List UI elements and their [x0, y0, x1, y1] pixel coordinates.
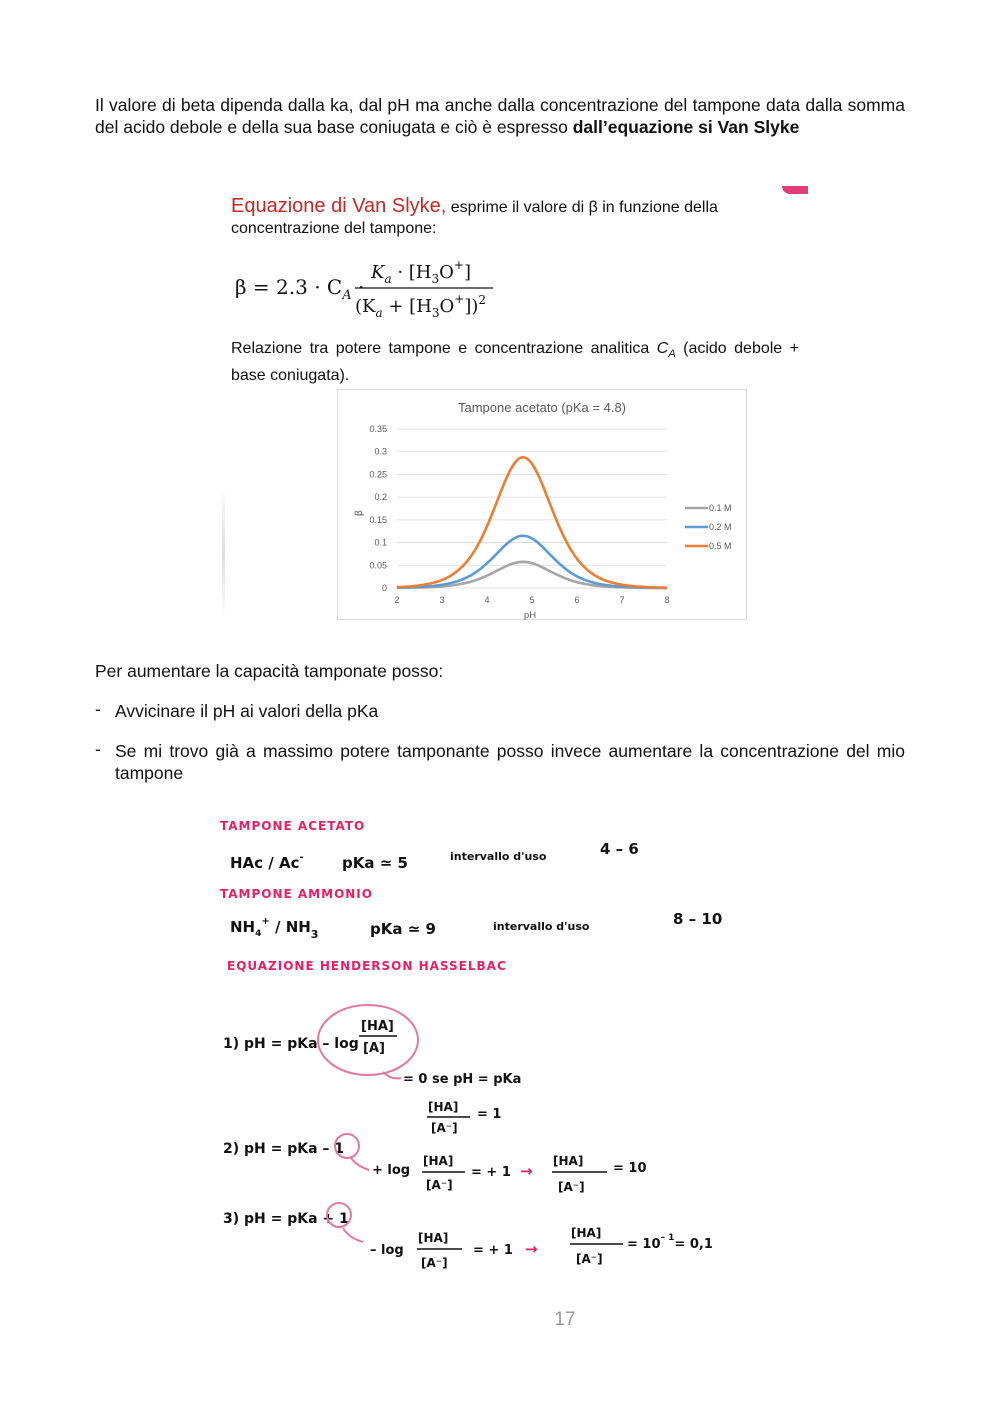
handwritten-notes [215, 808, 755, 1288]
chart-x-tick-label: 5 [529, 595, 535, 605]
chart-frame [338, 390, 747, 620]
note-eq2-eq1: = + 1 [471, 1165, 511, 1180]
note-ammonio-pair: $NH_4^+ / NH_3$ [230, 916, 319, 941]
note-eq2-arrow-icon [351, 1158, 369, 1170]
note-eq2-num: [HA] [423, 1154, 454, 1168]
note-eq1: 1) pH = pKa – log [223, 1036, 359, 1052]
page-number: 17 [554, 1309, 576, 1330]
note-heading-ammonio: TAMPONE AMMONIO [220, 887, 373, 901]
note-acetato-range: 4 – 6 [600, 840, 639, 858]
bullet-item [95, 700, 905, 722]
note-eq1-den: [A] [363, 1041, 385, 1056]
note-eq1-one: = 1 [477, 1107, 502, 1122]
note-ammonio-interval-label: intervallo d'uso [493, 920, 590, 933]
note-eq3-den: [A⁻] [421, 1256, 448, 1270]
note-eq2: 2) pH = pKa – 1 [223, 1141, 345, 1157]
note-eq3-result: = $10^{- 1}= 0,1$ [627, 1233, 713, 1252]
chart-x-tick-label: 8 [664, 595, 670, 605]
note-eq3-log: – log [370, 1243, 404, 1258]
slide-edge-shadow [222, 486, 225, 620]
chart-y-tick-label: 0.3 [374, 446, 387, 457]
capacity-intro: Per aumentare la capacità tamponate posso: [95, 661, 444, 681]
chart-y-tick-label: 0.25 [369, 469, 387, 480]
van-slyke-slide [222, 186, 808, 620]
chart-y-tick-label: 0.35 [369, 424, 387, 434]
note-eq3-num: [HA] [418, 1231, 449, 1245]
note-heading-acetato: TAMPONE ACETATO [220, 819, 366, 833]
note-eq3-arrow-icon [343, 1228, 363, 1242]
chart-x-tick-label: 4 [484, 595, 490, 605]
chart-legend-label: 0.1 M [709, 503, 732, 513]
slide-heading-rest: esprime il valore di β in funzione della [446, 199, 718, 216]
chart-x-tick-label: 6 [574, 595, 580, 605]
note-acetato-pair: HAc / Ac- [230, 852, 304, 872]
chart-x-tick-label: 3 [439, 595, 445, 605]
note-ammonio-range: 8 – 10 [673, 910, 723, 928]
chart-y-tick-label: 0.1 [374, 537, 387, 548]
note-eq3-arrow: → [525, 1240, 538, 1258]
bullet-text: Se mi trovo già a massimo potere tamponante posso invece aumentare la concentrazione del mio tampone [115, 741, 905, 783]
note-eq2-arrow: → [520, 1162, 533, 1180]
note-eq2-num2: [HA] [553, 1154, 584, 1168]
chart-y-axis-label: β [354, 509, 365, 517]
bullet-dash: - [95, 699, 101, 719]
note-eq3: 3) pH = pKa + 1 [223, 1211, 349, 1227]
note-eq1-frac-num: [HA] [428, 1100, 459, 1114]
note-ammonio-pka: pKa ≃ 9 [370, 920, 436, 938]
bullet-item [95, 740, 905, 784]
slide-relation-text: Relazione tra potere tampone e concentrazione analitica $C_A$ (acido debole + base coniugata). [231, 340, 799, 385]
formula-numerator: $K_a \cdot [H_3O^+]$ [371, 258, 471, 286]
slide-subheading: concentrazione del tampone: [231, 220, 437, 237]
formula-denominator: $(K_a + [H_3O^+])^2$ [355, 292, 487, 320]
intro-text: Il valore di beta dipenda dalla ka, dal pH ma anche dalla concentrazione del tampone data dalla somma del acido debole e della sua base coniugata e ciò è espresso [95, 95, 905, 137]
slide-heading-line [231, 194, 799, 220]
note-eq2-eq10: = 10 [613, 1161, 647, 1176]
note-eq1-zero: = 0 se pH = pKa [403, 1072, 522, 1087]
bullet-dash: - [95, 739, 101, 759]
intro-bold: dall’equazione si Van Slyke [572, 117, 800, 137]
note-eq1-frac-den: [A⁻] [431, 1121, 458, 1135]
chart-legend-label: 0.2 M [709, 522, 732, 532]
chart-legend-label: 0.5 M [709, 541, 732, 551]
van-slyke-formula [231, 252, 531, 322]
note-eq3-num2: [HA] [571, 1226, 602, 1240]
note-eq3-den2: [A⁻] [576, 1252, 603, 1266]
buffer-capacity-chart [337, 389, 747, 620]
slide-title: Equazione di Van Slyke, [231, 195, 447, 217]
chart-x-tick-label: 2 [394, 595, 400, 605]
note-heading-henderson: EQUAZIONE HENDERSON HASSELBAC [227, 959, 507, 973]
chart-y-tick-label: 0.05 [369, 560, 387, 571]
note-eq1-num: [HA] [361, 1019, 394, 1034]
chart-y-tick-label: 0.15 [369, 514, 387, 525]
note-acetato-pka: pKa ≃ 5 [342, 854, 408, 872]
chart-y-tick-label: 0 [381, 583, 387, 593]
slide-accent-decoration [782, 186, 808, 194]
note-eq2-log: + log [372, 1163, 411, 1178]
note-eq2-den: [A⁻] [426, 1178, 453, 1192]
formula-lhs: $\beta = 2.3 \cdot C_A$ · [235, 275, 365, 303]
note-eq3-eq1: = + 1 [473, 1243, 513, 1258]
bullet-text: Avvicinare il pH ai valori della pKa [115, 701, 379, 721]
chart-x-axis-label: pH [523, 610, 537, 620]
chart-y-tick-label: 0.2 [374, 492, 387, 503]
note-acetato-interval-label: intervallo d'uso [450, 850, 547, 863]
intro-paragraph [95, 94, 905, 138]
chart-x-tick-label: 7 [619, 595, 625, 605]
note-eq2-den2: [A⁻] [558, 1180, 585, 1194]
chart-title: Tampone acetato (pKa = 4.8) [457, 400, 627, 415]
